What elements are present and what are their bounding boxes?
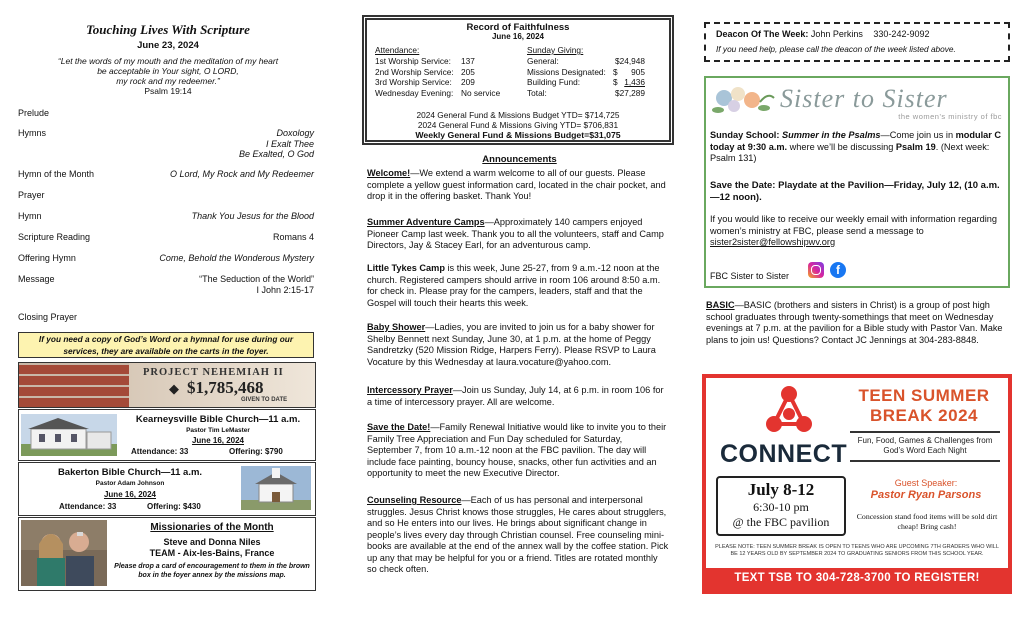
bakerton-offering: Offering: $430 [147, 502, 201, 511]
giving-ytd: 2024 General Fund & Missions Giving YTD= $706,831 [417, 120, 619, 130]
deacon-box [704, 22, 1010, 62]
s2s-email-link[interactable]: sister2sister@fellowshipwv.org [710, 237, 836, 247]
announcement-head: Summer Adventure Camps [367, 217, 485, 227]
order-label: Offering Hymn [18, 253, 76, 263]
kearneysville-date: June 16, 2024 [191, 436, 245, 445]
verse-line: “Let the words of my mouth and the meditation of my heart [57, 56, 279, 66]
announcement-body: —Ladies, you are invited to join us for a baby shower for Shelby Bennett next Sunday, June 30, at 1 p.m. at the home of Peggy Sandretzky (520 Mission Ridge, Harpers Ferry). Please RSVP to Laura Vocature by this Wednesday at laura.vocature@yahoo.com. [367, 322, 656, 367]
order-value: Come, Behold the Wonderous Mystery [159, 253, 314, 263]
project-given-label: GIVEN TO DATE [241, 397, 288, 403]
order-label: Hymn of the Month [18, 169, 95, 179]
giving-value: $27,289 [615, 87, 645, 98]
announcement-head: Welcome! [367, 168, 411, 178]
attendance-label: 2nd Worship Service: [375, 66, 454, 77]
ss-label: Sunday School: [710, 130, 780, 140]
deacon-line [716, 29, 929, 39]
announcement-head: Save the Date! [367, 422, 431, 432]
teen-subtitle: Fun, Food, Games & Challenges from God’s Word Each Night [857, 436, 993, 455]
diamond-icon: ◆ [169, 381, 179, 396]
kearneysville-name: Kearneysville Bible Church—11 a.m. [135, 414, 301, 425]
missionaries-heading: Missionaries of the Month [150, 522, 274, 533]
project-amount: $1,785,468 [187, 378, 264, 397]
giving-value: $24,948 [615, 56, 645, 66]
announcement-head: Intercessory Prayer [367, 385, 453, 395]
attendance-value: 209 [461, 77, 475, 87]
scripture-verse [18, 56, 318, 96]
order-label: Scripture Reading [18, 232, 91, 242]
page-title: Touching Lives With Scripture [86, 22, 250, 37]
giving-label: Total: [527, 87, 547, 98]
ss-psalm: Psalm 19 [895, 141, 936, 152]
announcement-head: Counseling Resource [367, 495, 462, 505]
attendance-value: 137 [461, 56, 475, 66]
flowers-icon [710, 82, 776, 116]
date-box [716, 476, 846, 536]
bakerton-name: Bakerton Bible Church—11 a.m. [57, 467, 203, 478]
teen-time: 6:30-10 pm [753, 500, 809, 514]
deacon-label: Deacon Of The Week: [716, 29, 809, 39]
order-label: Prayer [18, 190, 45, 200]
order-label: Hymns [18, 128, 47, 138]
bakerton-church-photo [241, 466, 311, 510]
giving-value: 1,436 [624, 77, 645, 87]
s2s-tagline: the women's ministry of fbc [898, 112, 1002, 121]
announcement-baby-shower [367, 322, 669, 368]
order-label: Message [18, 274, 55, 284]
kearneysville-attendance: Attendance: 33 [131, 447, 189, 456]
announcement-summer-camps [367, 217, 669, 252]
kearneysville-church-photo [21, 414, 117, 456]
order-value: Romans 4 [272, 232, 314, 242]
s2s-sunday-school [710, 130, 1006, 165]
deacon-name: John Perkins [810, 29, 863, 39]
order-label: Closing Prayer [18, 312, 78, 322]
record-of-faithfulness [365, 18, 671, 142]
teen-date: July 8-12 [747, 480, 815, 499]
bakerton-pastor: Pastor Adam Johnson [95, 480, 165, 487]
subtitle-rule [850, 460, 1000, 462]
attendance-list [375, 56, 525, 98]
giving-row [527, 88, 667, 99]
budget-ytd: 2024 General Fund & Missions Budget YTD= $714,725 [416, 110, 620, 120]
kearneysville-offering: Offering: $790 [229, 447, 283, 456]
attendance-header: Attendance: [375, 45, 420, 55]
announcement-counseling [367, 495, 669, 576]
announcement-intercessory-prayer [367, 385, 669, 408]
missionaries-photo [21, 520, 107, 586]
giving-currency: $ [613, 66, 618, 77]
announcement-body: —Family Renewal Initiative would like to invite you to their Family Tree Appreciation and Fun Day scheduled for Saturday, September 7, from 10 a.m.-12 noon at the FBC pavilion. The day will include face painting, bouncy house, snacks, other fun activities and an opportunity to meet the new Executive Director. [367, 422, 667, 478]
announcement-body: —Join us Sunday, July 14, at 6 p.m. in room 106 for a time of intercessory prayer. All are welcome. [367, 385, 664, 407]
ss-end: . (Next week: Psalm 131) [710, 141, 990, 163]
kearneysville-box [18, 409, 316, 461]
announcement-head: Little Tykes Camp [367, 263, 445, 273]
column-announcements [363, 0, 676, 622]
basic-head: BASIC [706, 300, 735, 310]
ss-rest: where we’ll be discussing [787, 141, 896, 152]
record-date: June 16, 2024 [491, 32, 545, 41]
bakerton-box [18, 462, 316, 516]
order-value: “The Seduction of the World” I John 2:15-17 [199, 274, 314, 295]
order-label: Prelude [18, 108, 50, 118]
project-nehemiah-banner [18, 362, 316, 408]
attendance-label: 3rd Worship Service: [375, 77, 452, 87]
project-title: PROJECT NEHEMIAH II [143, 367, 284, 378]
s2s-footer: FBC Sister to Sister [710, 271, 790, 281]
announcement-body: —Each of us has personal and interpersonal struggles. Jesus Christ knows those struggles, He cares about strugglers, and so He enters into our lives. He brings about significant change in people’s lives every day through Christian counsel. Free counseling mini-books are available at the end of the annex wall by the coffee station. Pick up any that may be helpful for you or a friend. Titles are rotated monthly so check often. [367, 495, 669, 574]
bakerton-date: June 16, 2024 [103, 490, 157, 499]
attendance-label: 1st Worship Service: [375, 56, 451, 66]
missionaries-names: Steve and Donna Niles [163, 537, 261, 547]
bakerton-attendance: Attendance: 33 [59, 502, 117, 511]
announcement-head: Baby Shower [367, 322, 426, 332]
verse-line: be acceptable in Your sight, O LORD, [97, 66, 239, 76]
attendance-row [375, 88, 525, 99]
column-ministries [702, 0, 1012, 622]
teen-place: @ the FBC pavilion [732, 515, 830, 529]
verse-reference: Psalm 19:14 [144, 86, 192, 96]
teen-summer-break-flyer [702, 374, 1012, 594]
order-value: Thank You Jesus for the Blood [191, 211, 314, 221]
speaker-label: Guest Speaker: [894, 478, 958, 488]
ss-mid: —Come join us in [880, 130, 956, 140]
s2s-playdate: Save the Date: Playdate at the Pavilion—Friday, July 12, (10 a.m.—12 noon). [710, 180, 1000, 203]
order-label: Hymn [18, 211, 42, 221]
order-value: Doxology I Exalt Thee Be Exalted, O God [238, 128, 314, 159]
attendance-value: No service [461, 87, 501, 98]
connect-logo-icon [762, 384, 816, 438]
giving-row [527, 77, 667, 88]
attendance-label: Wednesday Evening: [375, 87, 454, 98]
giving-label: Missions Designated: [527, 66, 606, 77]
announcement-body: —We extend a warm welcome to all of our guests. Please complete a yellow guest information card, located in the chair pocket, and drop it in the offering basket. Thank You! [367, 168, 666, 201]
deacon-note: If you need help, please call the deacon of the week listed above. [716, 44, 956, 54]
instagram-icon[interactable] [808, 262, 824, 278]
speaker-name: Pastor Ryan Parsons [870, 489, 982, 501]
giving-list [527, 56, 667, 98]
attendance-row [375, 67, 525, 78]
deacon-phone: 330-242-9092 [873, 29, 930, 39]
announcement-welcome [367, 168, 669, 203]
s2s-email-text [710, 214, 1006, 249]
ss-location: modular C today at 9:30 a.m. [710, 130, 1002, 152]
attendance-row [375, 77, 525, 88]
basic-announcement [706, 300, 1010, 346]
s2s-email-intro: If you would like to receive our weekly email with information regarding women’s ministry at FBC, please send a message to [710, 214, 997, 236]
title-rule [850, 431, 1000, 433]
attendance-value: 205 [461, 66, 475, 77]
sister-to-sister-box [704, 76, 1010, 288]
announcement-body: —Approximately 140 campers enjoyed Pioneer Camp last week. Thank you to all the volunteers, staff and Camp Directors, Jay & Stacey Earl, for an adventurous camp. [367, 217, 664, 250]
sister-to-sister-logo: Sister to Sister [780, 84, 948, 113]
teen-title-line2: BREAK 2024 [870, 406, 978, 425]
concession-note: Concession stand food items will be sold dirt cheap! Bring cash! [856, 512, 998, 531]
ss-title: Summer in the Psalms [782, 130, 881, 140]
weekly-budget: Weekly General Fund & Missions Budget=$31,075 [415, 130, 621, 140]
missionaries-note: Please drop a card of encouragement to them in the brown box in the foyer annex by the missions map. [114, 563, 310, 579]
giving-row [527, 56, 667, 67]
missionaries-location: TEAM - Aix-les-Bains, France [149, 548, 275, 558]
attendance-row [375, 56, 525, 67]
basic-body: —BASIC (brothers and sisters in Christ) is a group of post high school graduates through twenty-somethings that meet on Wednesday evenings at 7 p.m. at the pavilion for a Bible study with Pastor Van. Make plans to join us! Questions? Contact JC Jennings at 304-283-8848. [706, 300, 1003, 345]
register-cta: TEXT TSB TO 304-728-3700 TO REGISTER! [734, 572, 980, 584]
record-title: Record of Faithfulness [466, 22, 570, 33]
verse-line: my rock and my redeemer.” [116, 76, 220, 86]
giving-header: Sunday Giving: [527, 45, 584, 55]
bible-hymnal-note: If you need a copy of God’s Word or a hymnal for use during our services, they are available on the carts in the foyer. [18, 332, 314, 358]
giving-currency: $ [613, 77, 618, 87]
giving-label: General: [527, 56, 559, 66]
connect-brand: CONNECT [720, 440, 848, 468]
teen-title-line1: TEEN SUMMER [858, 386, 990, 405]
giving-value: 905 [631, 66, 645, 77]
announcements-title: Announcements [482, 154, 557, 165]
facebook-icon[interactable]: f [830, 262, 846, 278]
eligibility-note: PLEASE NOTE: TEEN SUMMER BREAK IS OPEN TO TEENS WHO ARE UPCOMING 7TH GRADERS WHO WILL BE 12 YEARS OLD BY SEPTEMBER 2024 TO GRADUATING SENIORS FROM THIS SCHOOL YEAR. [715, 544, 999, 557]
kearneysville-pastor: Pastor Tim LeMaster [186, 427, 250, 434]
giving-row [527, 67, 667, 78]
announcement-body: is this week, June 25-27, from 9 a.m.-12 noon at the church. Registered campers should arrive in room 106 around 8:50 a.m. for check in. Please pray for the campers, leaders, staff and that the Gospel will touch their hearts this week. [367, 263, 661, 308]
missionaries-box [18, 517, 316, 591]
column-order-of-service [18, 0, 318, 622]
service-date: June 23, 2024 [137, 40, 199, 51]
giving-label: Building Fund: [527, 77, 581, 87]
announcement-save-the-date [367, 422, 669, 480]
order-value: O Lord, My Rock and My Redeemer [169, 169, 314, 179]
announcement-little-tykes [367, 263, 669, 309]
